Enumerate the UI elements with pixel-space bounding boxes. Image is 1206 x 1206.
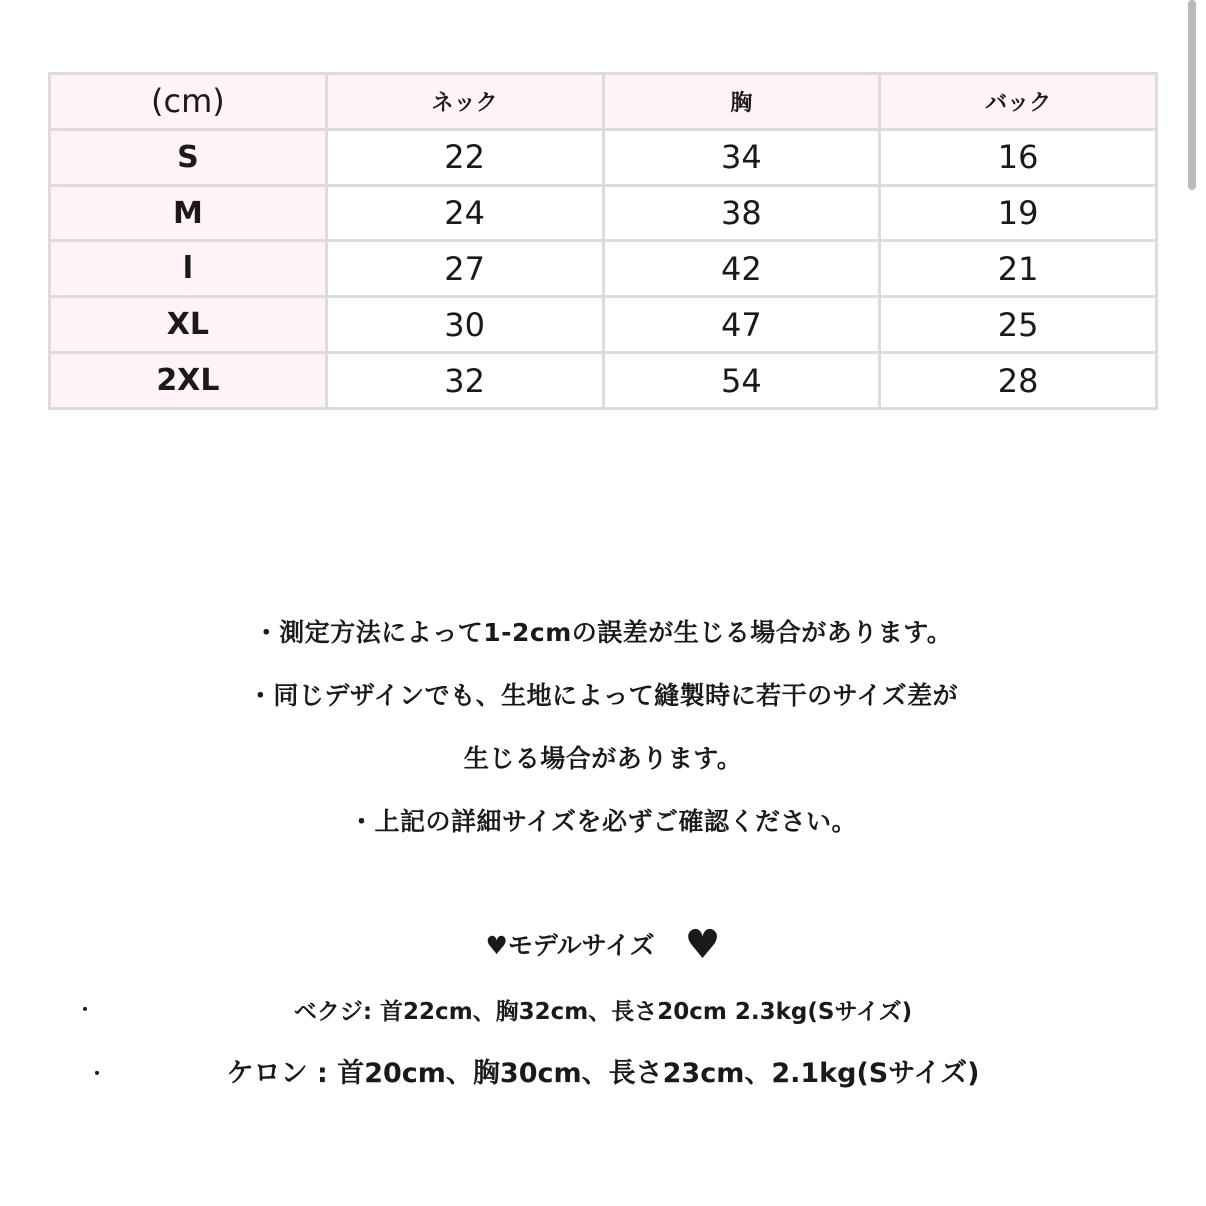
back-value: 19 bbox=[880, 185, 1157, 241]
note-line: ・測定方法によって1-2cmの誤差が生じる場合があります。 bbox=[253, 618, 953, 647]
size-label: M bbox=[50, 185, 327, 241]
note-line: ・同じデザインでも、生地によって縫製時に若干のサイズ差が bbox=[247, 681, 959, 710]
model-line-1: ベクジ: 首22cm、胸32cm、長さ20cm 2.3kg(Sサイズ) bbox=[293, 999, 913, 1025]
bullet-dot: ・ bbox=[88, 1064, 106, 1085]
back-value: 25 bbox=[880, 297, 1157, 353]
header-unit: (cm) bbox=[50, 74, 327, 130]
size-table bbox=[48, 72, 1158, 410]
heart-icon: ♥ bbox=[684, 922, 721, 968]
header-back: バック bbox=[880, 74, 1157, 130]
chest-value: 47 bbox=[603, 297, 880, 353]
table-header-row bbox=[50, 74, 1157, 130]
size-label: XL bbox=[50, 297, 327, 353]
chest-value: 38 bbox=[603, 185, 880, 241]
model-line-2: ケロン : 首20cm、胸30cm、長さ23cm、2.1kg(Sサイズ) bbox=[226, 1058, 980, 1089]
chest-value: 34 bbox=[603, 129, 880, 185]
neck-value: 27 bbox=[326, 241, 603, 297]
table-row bbox=[50, 353, 1157, 409]
table-row bbox=[50, 129, 1157, 185]
neck-value: 24 bbox=[326, 185, 603, 241]
neck-value: 30 bbox=[326, 297, 603, 353]
size-label: S bbox=[50, 129, 327, 185]
table-row bbox=[50, 297, 1157, 353]
chest-value: 54 bbox=[603, 353, 880, 409]
table-row bbox=[50, 185, 1157, 241]
chest-value: 42 bbox=[603, 241, 880, 297]
note-line: ・上記の詳細サイズを必ずご確認ください。 bbox=[348, 807, 857, 836]
neck-value: 32 bbox=[326, 353, 603, 409]
size-label: l bbox=[50, 241, 327, 297]
model-size-heading bbox=[0, 922, 1206, 969]
bullet-dot: ・ bbox=[76, 1000, 94, 1021]
note-line: 生じる場合があります。 bbox=[463, 744, 743, 773]
model-size-title: ♥モデルサイズ bbox=[485, 931, 655, 960]
back-value: 21 bbox=[880, 241, 1157, 297]
table-row bbox=[50, 241, 1157, 297]
scrollbar[interactable] bbox=[1188, 0, 1196, 190]
size-label: 2XL bbox=[50, 353, 327, 409]
size-notes bbox=[0, 604, 1206, 856]
neck-value: 22 bbox=[326, 129, 603, 185]
header-neck: ネック bbox=[326, 74, 603, 130]
back-value: 28 bbox=[880, 353, 1157, 409]
header-chest: 胸 bbox=[603, 74, 880, 130]
back-value: 16 bbox=[880, 129, 1157, 185]
